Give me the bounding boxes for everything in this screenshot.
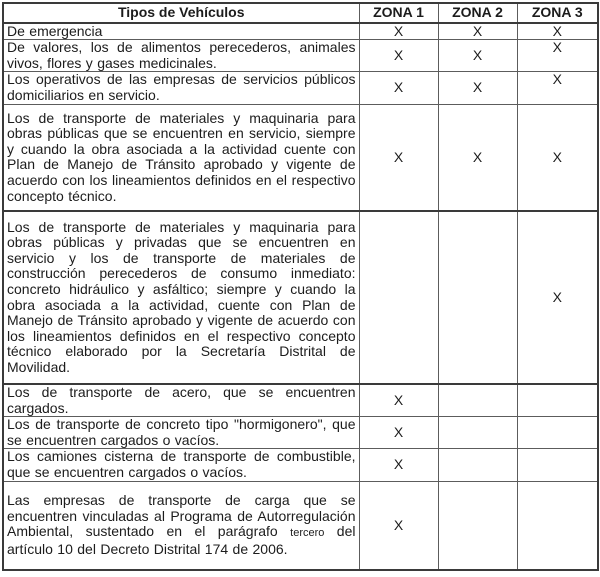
tipo-cell	[3, 481, 359, 570]
table-header	[3, 3, 598, 23]
tipo-cell: Los camiones cisterna de transporte de combustible, que se encuentren cargados o vacíos.	[3, 449, 359, 481]
table-row	[3, 481, 598, 570]
table-row	[3, 417, 598, 449]
vehicle-types-table	[2, 2, 599, 571]
zona3-cell: X	[517, 211, 598, 384]
zona2-cell	[438, 449, 517, 481]
zona2-cell: X	[438, 40, 517, 72]
tipo-cell: Los de transporte de materiales y maquinaria para obras públicas y privadas que se encuentren en servicio y los de transporte de materiales de construcción perecederos de consumo inmediato: concreto hidráulico y asfáltico; siempre y cuando la obra asociada a la actividad, cuente con Plan de Manejo de Tránsito aprobado y vigente de acuerdo con los lineamientos definidos en el respectivo concepto técnico elaborado por la Secretaría Distrital de Movilidad.	[3, 211, 359, 384]
table-row	[3, 384, 598, 417]
table-row	[3, 211, 598, 384]
tipo-cell: Los operativos de las empresas de servicios públicos domiciliarios en servicio.	[3, 72, 359, 104]
zona1-cell: X	[359, 72, 438, 104]
tipo-cell: Los de transporte de acero, que se encuentren cargados.	[3, 384, 359, 417]
table-row	[3, 40, 598, 72]
zona3-cell	[517, 417, 598, 449]
zona2-cell: X	[438, 72, 517, 104]
zona2-cell	[438, 481, 517, 570]
zona1-cell: X	[359, 481, 438, 570]
zona1-cell: X	[359, 384, 438, 417]
table-row	[3, 72, 598, 104]
zona2-cell: X	[438, 104, 517, 211]
zona1-cell: X	[359, 449, 438, 481]
tipo-cell: De valores, los de alimentos perecederos, animales vivos, flores y gases medicinales.	[3, 40, 359, 72]
tipo-text-small: tercero	[290, 527, 325, 540]
column-header-zona3: ZONA 3	[517, 3, 598, 23]
column-header-zona2: ZONA 2	[438, 3, 517, 23]
table-row	[3, 104, 598, 211]
table-row	[3, 449, 598, 481]
zona2-cell	[438, 384, 517, 417]
column-header-tipos: Tipos de Vehículos	[3, 3, 359, 23]
table-row	[3, 23, 598, 40]
tipo-cell: Los de transporte de materiales y maquinaria para obras públicas que se encuentren en servicio, siempre y cuando la obra asociada a la actividad cuente con Plan de Manejo de Tránsito aprobado y vigente de acuerdo con los lineamientos definidos en el respectivo concepto técnico.	[3, 104, 359, 211]
zona1-cell: X	[359, 23, 438, 40]
zona3-cell: X	[517, 40, 598, 72]
zona2-cell: X	[438, 23, 517, 40]
zona3-cell	[517, 449, 598, 481]
zona3-cell: X	[517, 72, 598, 104]
zona3-cell	[517, 481, 598, 570]
header-row	[3, 3, 598, 23]
tipo-text: del artículo 10 del Decreto Distrital 174 de 2006.	[7, 523, 356, 557]
tipo-cell: De emergencia	[3, 23, 359, 40]
column-header-zona1: ZONA 1	[359, 3, 438, 23]
zona1-cell: X	[359, 40, 438, 72]
zona1-cell	[359, 211, 438, 384]
tipo-text: Las empresas de transporte de carga que se encuentren vinculadas al Programa de Autorregulación Ambiental, sustentado en el parágrafo	[7, 492, 356, 540]
zona1-cell: X	[359, 417, 438, 449]
table-body	[3, 23, 598, 571]
zona3-cell	[517, 384, 598, 417]
zona1-cell: X	[359, 104, 438, 211]
zona2-cell	[438, 417, 517, 449]
zona3-cell: X	[517, 104, 598, 211]
zona2-cell	[438, 211, 517, 384]
tipo-cell: Los de transporte de concreto tipo "hormigonero", que se encuentren cargados o vacíos.	[3, 417, 359, 449]
zona3-cell: X	[517, 23, 598, 40]
